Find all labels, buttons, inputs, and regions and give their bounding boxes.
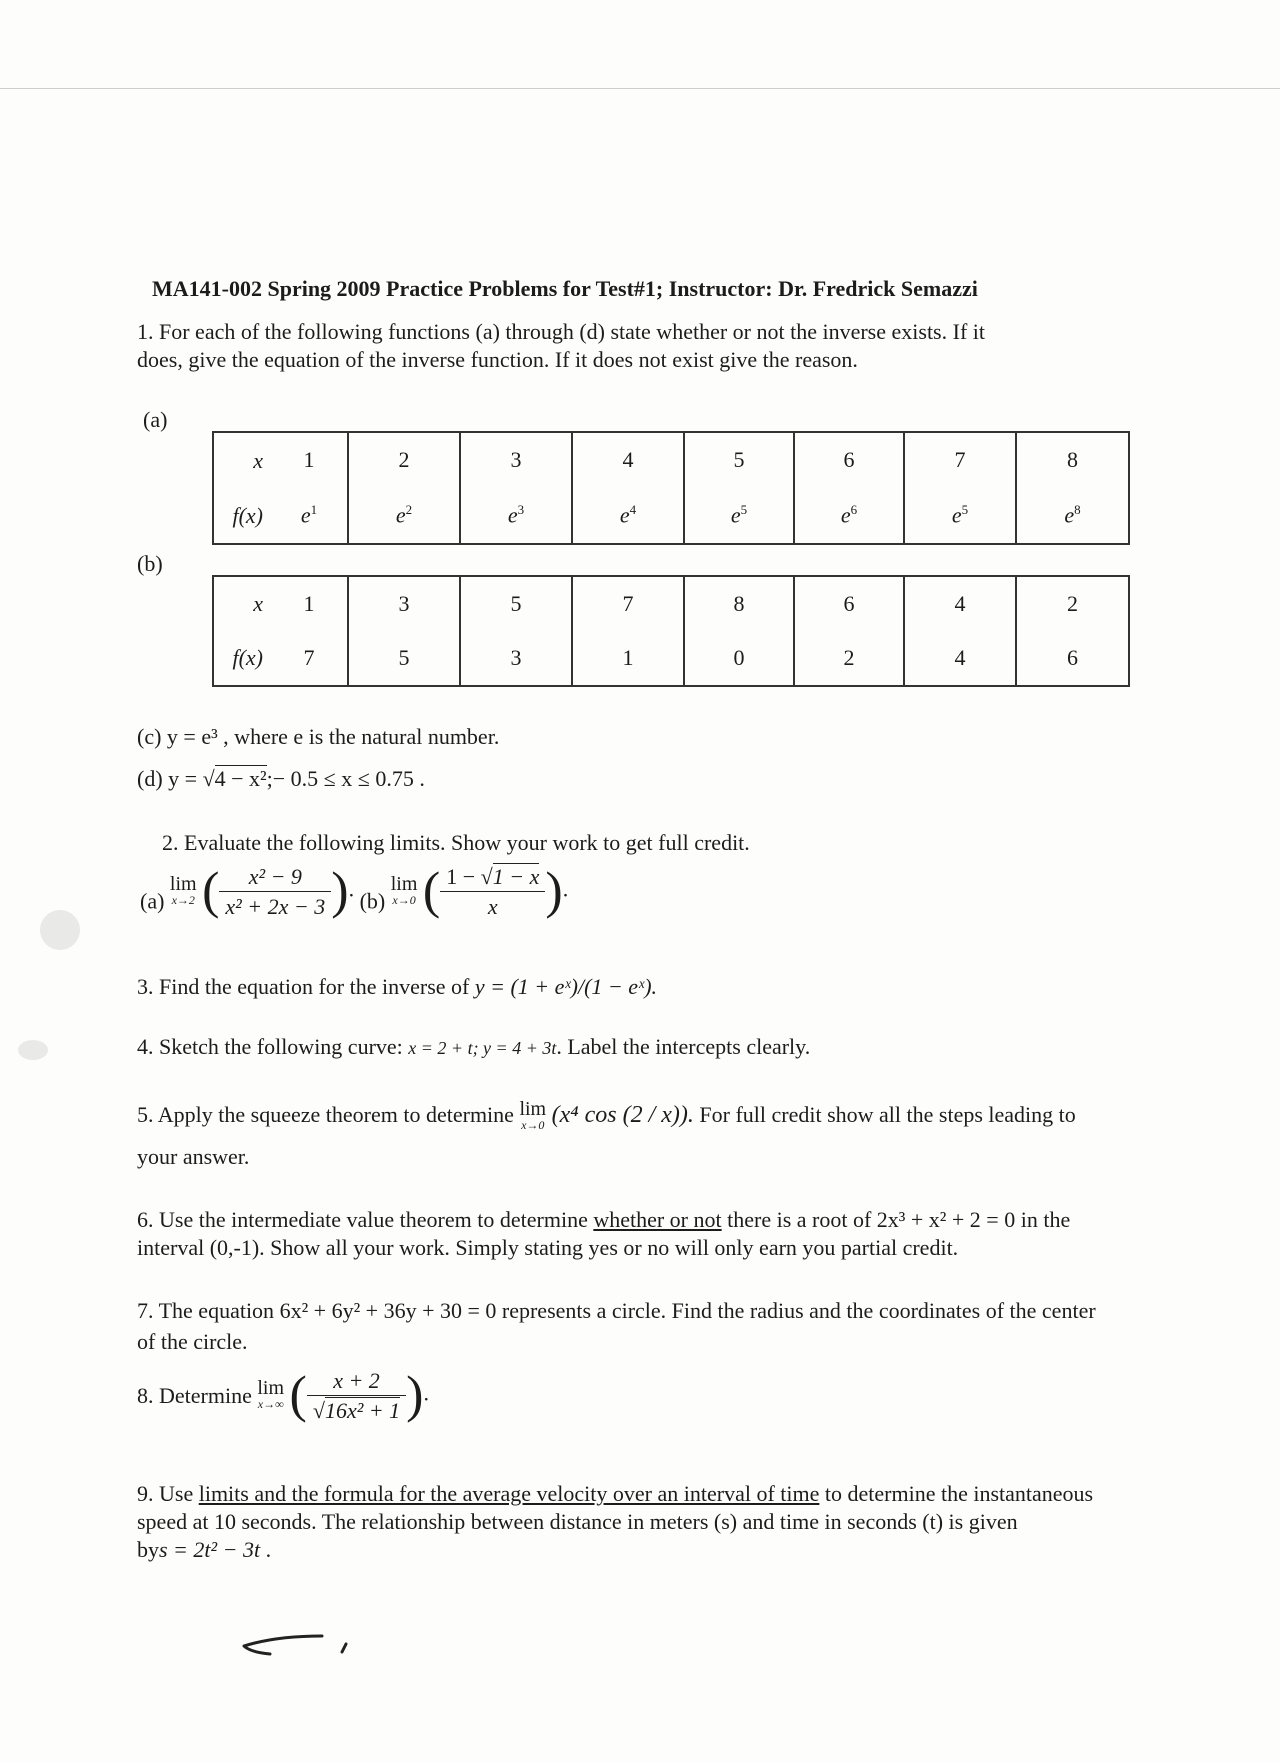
table-b-x-7: 4 bbox=[954, 591, 966, 616]
table-b-f-1: 7 bbox=[303, 645, 315, 670]
q5-limit: lim x→0 bbox=[519, 1097, 547, 1132]
left-paren-icon: ( bbox=[422, 862, 441, 920]
q5-line1 bbox=[137, 1097, 1076, 1133]
page-title: MA141-002 Spring 2009 Practice Problems for Test#1; Instructor: Dr. Fredrick Semazzi bbox=[152, 276, 978, 301]
table-b-f-6: 2 bbox=[843, 645, 855, 670]
table-b-col-1 bbox=[271, 576, 348, 686]
q7-line1 bbox=[137, 1296, 1096, 1325]
q1-table-b-label: (b) bbox=[137, 551, 163, 576]
table-b-f-2: 5 bbox=[398, 645, 410, 670]
table-a-col-3 bbox=[460, 432, 572, 544]
table-b-f-7: 4 bbox=[954, 645, 966, 670]
table-a-f-label: f(x) bbox=[232, 502, 263, 528]
q6-underlined: whether or not bbox=[593, 1207, 722, 1232]
q9-text-a: 9. Use bbox=[137, 1481, 199, 1506]
table-b-f-5: 0 bbox=[733, 645, 745, 670]
table-a-x-5: 5 bbox=[733, 447, 745, 473]
q8-limit: lim x→∞ bbox=[257, 1376, 285, 1411]
q2-b-limit: lim x→0 bbox=[390, 872, 418, 907]
q4 bbox=[137, 1032, 810, 1063]
table-b-col-8 bbox=[1016, 576, 1129, 686]
page-top-rule bbox=[0, 88, 1280, 89]
q9-line3-suffix: . bbox=[260, 1537, 272, 1562]
table-b-row-labels bbox=[213, 576, 271, 686]
table-b-f-8: 6 bbox=[1067, 645, 1078, 670]
q1-table-a bbox=[212, 431, 1130, 545]
scan-smudge bbox=[18, 1040, 48, 1060]
table-a-x-2: 2 bbox=[398, 447, 410, 473]
table-b-x-8: 2 bbox=[1067, 591, 1078, 616]
part-d-prefix: (d) y = bbox=[137, 766, 203, 791]
q5-line2: your answer. bbox=[137, 1144, 250, 1169]
table-a-col-8 bbox=[1016, 432, 1129, 544]
table-a-col-6 bbox=[794, 432, 904, 544]
table-a-f-5: $e^5$ bbox=[730, 502, 748, 528]
table-a-f-4: $e^4$ bbox=[619, 502, 637, 528]
q9-text-b: to determine the instantaneous bbox=[819, 1481, 1094, 1506]
part-d-radicand: 4 − x² bbox=[214, 766, 267, 791]
table-b-f-3: 3 bbox=[510, 645, 522, 670]
table-a-row-labels bbox=[213, 432, 271, 544]
q1-table-b bbox=[212, 575, 1130, 687]
sqrt-sign-icon: √ bbox=[202, 766, 215, 791]
left-paren-icon: ( bbox=[289, 1366, 307, 1424]
q8-fraction: $\frac{x + 2}{\text{√16x² + 1}}$ bbox=[307, 1366, 406, 1425]
q5-suffix: For full credit show all the steps leading to bbox=[699, 1102, 1076, 1127]
table-a-x-label: x bbox=[253, 447, 263, 473]
part-d-suffix: ;− 0.5 ≤ x ≤ 0.75 . bbox=[266, 766, 425, 791]
table-b-x-4: 7 bbox=[622, 591, 634, 616]
q7-formula: 6x² + 6y² + 36y + 30 = 0 bbox=[279, 1298, 497, 1323]
table-b-col-4 bbox=[572, 576, 684, 686]
q6-text-c: in the bbox=[1015, 1207, 1071, 1232]
q1-intro-line2: does, give the equation of the inverse function. If it does not exist give the reason. bbox=[137, 347, 858, 372]
q7-suffix: represents a circle. Find the radius and the coordinates of the center bbox=[501, 1298, 1096, 1323]
table-a-col-7 bbox=[904, 432, 1016, 544]
q3-text: 3. Find the equation for the inverse of bbox=[137, 974, 470, 999]
q4-formula: x = 2 + t; y = 4 + 3t bbox=[408, 1038, 557, 1058]
q2-a-label: (a) bbox=[140, 888, 165, 914]
table-b-x-1: 1 bbox=[303, 591, 315, 616]
table-a-x-8: 8 bbox=[1067, 447, 1078, 473]
table-a-col-1 bbox=[271, 432, 348, 544]
q4-prefix: 4. Sketch the following curve: bbox=[137, 1034, 403, 1059]
q5-expr: (x⁴ cos (2 / x)). bbox=[551, 1102, 694, 1128]
q2-a-limit: lim x→2 bbox=[169, 872, 197, 907]
table-b-x-5: 8 bbox=[733, 591, 745, 616]
q2-intro: 2. Evaluate the following limits. Show your work to get full credit. bbox=[162, 830, 750, 855]
q7-line2: of the circle. bbox=[137, 1329, 248, 1354]
table-a-x-3: 3 bbox=[510, 447, 522, 473]
table-b-x-3: 5 bbox=[510, 591, 522, 616]
q6-line2: interval (0,-1). Show all your work. Simply stating yes or no will only earn you partial credit. bbox=[137, 1235, 959, 1260]
table-a-x-6: 6 bbox=[843, 447, 855, 473]
table-a-f-3: $e^3$ bbox=[507, 502, 525, 528]
q2-b-fraction: $\frac{1 - √1 - x}{x}$ bbox=[440, 862, 545, 921]
table-b-x-2: 3 bbox=[398, 591, 410, 616]
q6-line1 bbox=[137, 1205, 1070, 1234]
table-a-col-4 bbox=[572, 432, 684, 544]
q7-prefix: 7. The equation bbox=[137, 1298, 275, 1323]
table-b-col-5 bbox=[684, 576, 794, 686]
q6-num: 6. bbox=[137, 1207, 154, 1232]
table-b-f-label: f(x) bbox=[232, 645, 263, 670]
q8-prefix: 8. Determine bbox=[137, 1383, 252, 1408]
pen-mark-icon bbox=[236, 1628, 356, 1668]
table-a-f-2: $e^2$ bbox=[395, 502, 413, 528]
table-a-x-1: 1 bbox=[303, 447, 315, 473]
table-b-x-6: 6 bbox=[843, 591, 855, 616]
q1-part-c: (c) y = e³ , where e is the natural number. bbox=[137, 724, 500, 749]
q1-part-d bbox=[137, 764, 425, 793]
q6-text-b: there is a root of bbox=[721, 1207, 877, 1232]
q4-suffix: . Label the intercepts clearly. bbox=[556, 1034, 811, 1059]
q3 bbox=[137, 972, 657, 1001]
table-b-col-2 bbox=[348, 576, 460, 686]
q2-b-label: (b) bbox=[359, 888, 386, 914]
table-b-col-6 bbox=[794, 576, 904, 686]
q1-intro-line1: 1. For each of the following functions (a) through (d) state whether or not the inverse exists. If it bbox=[137, 319, 985, 344]
table-a-f-8: $e^8$ bbox=[1064, 502, 1081, 528]
table-a-col-2 bbox=[348, 432, 460, 544]
left-paren-icon: ( bbox=[202, 862, 220, 920]
table-b-col-3 bbox=[460, 576, 572, 686]
table-a-f-6: $e^6$ bbox=[840, 502, 858, 528]
q9-underlined: limits and the formula for the average velocity over an interval of time bbox=[198, 1481, 820, 1506]
q5-prefix: 5. Apply the squeeze theorem to determine bbox=[137, 1102, 514, 1127]
table-a-col-5 bbox=[684, 432, 794, 544]
q2-part-a: (a) lim x→2 ( $\frac{\text{x² − 9}}{\text{x² + 2x − 3}}$ ). (b) lim x→0 ( $\frac{1 - √1 - x}{x}$ ). bbox=[140, 862, 569, 920]
right-paren-icon: ) bbox=[331, 862, 349, 920]
q1-table-a-label: (a) bbox=[143, 407, 168, 432]
q9-line3 bbox=[137, 1535, 271, 1564]
q6-formula: 2x³ + x² + 2 = 0 bbox=[876, 1207, 1016, 1232]
table-b-x-label: x bbox=[253, 591, 263, 616]
q3-formula: y = (1 + eˣ)/(1 − eˣ). bbox=[474, 974, 658, 999]
q2-a-fraction: $\frac{\text{x² − 9}}{\text{x² + 2x − 3}}$ bbox=[219, 862, 331, 921]
table-b-f-4: 1 bbox=[622, 645, 634, 670]
q9-formula: s = 2t² − 3t bbox=[159, 1537, 261, 1562]
q6-text-a: Use the intermediate value theorem to determine bbox=[153, 1207, 594, 1232]
scan-smudge bbox=[40, 910, 80, 950]
q9-line2: speed at 10 seconds. The relationship between distance in meters (s) and time in seconds (t) is given bbox=[137, 1509, 1018, 1534]
right-paren-icon: ) bbox=[545, 862, 563, 920]
q8: 8. Determine lim x→∞ ( $\frac{x + 2}{\text{√16x² + 1}}$ ). bbox=[137, 1366, 429, 1424]
table-a-x-4: 4 bbox=[622, 447, 634, 473]
table-a-x-7: 7 bbox=[954, 447, 966, 473]
table-a-f-1: $e^1$ bbox=[300, 502, 318, 528]
table-b-col-7 bbox=[904, 576, 1016, 686]
q9-line1 bbox=[137, 1479, 1093, 1508]
right-paren-icon: ) bbox=[406, 1366, 424, 1424]
table-a-f-7: $e^5$ bbox=[951, 502, 969, 528]
q9-line3-prefix: by bbox=[137, 1537, 159, 1562]
